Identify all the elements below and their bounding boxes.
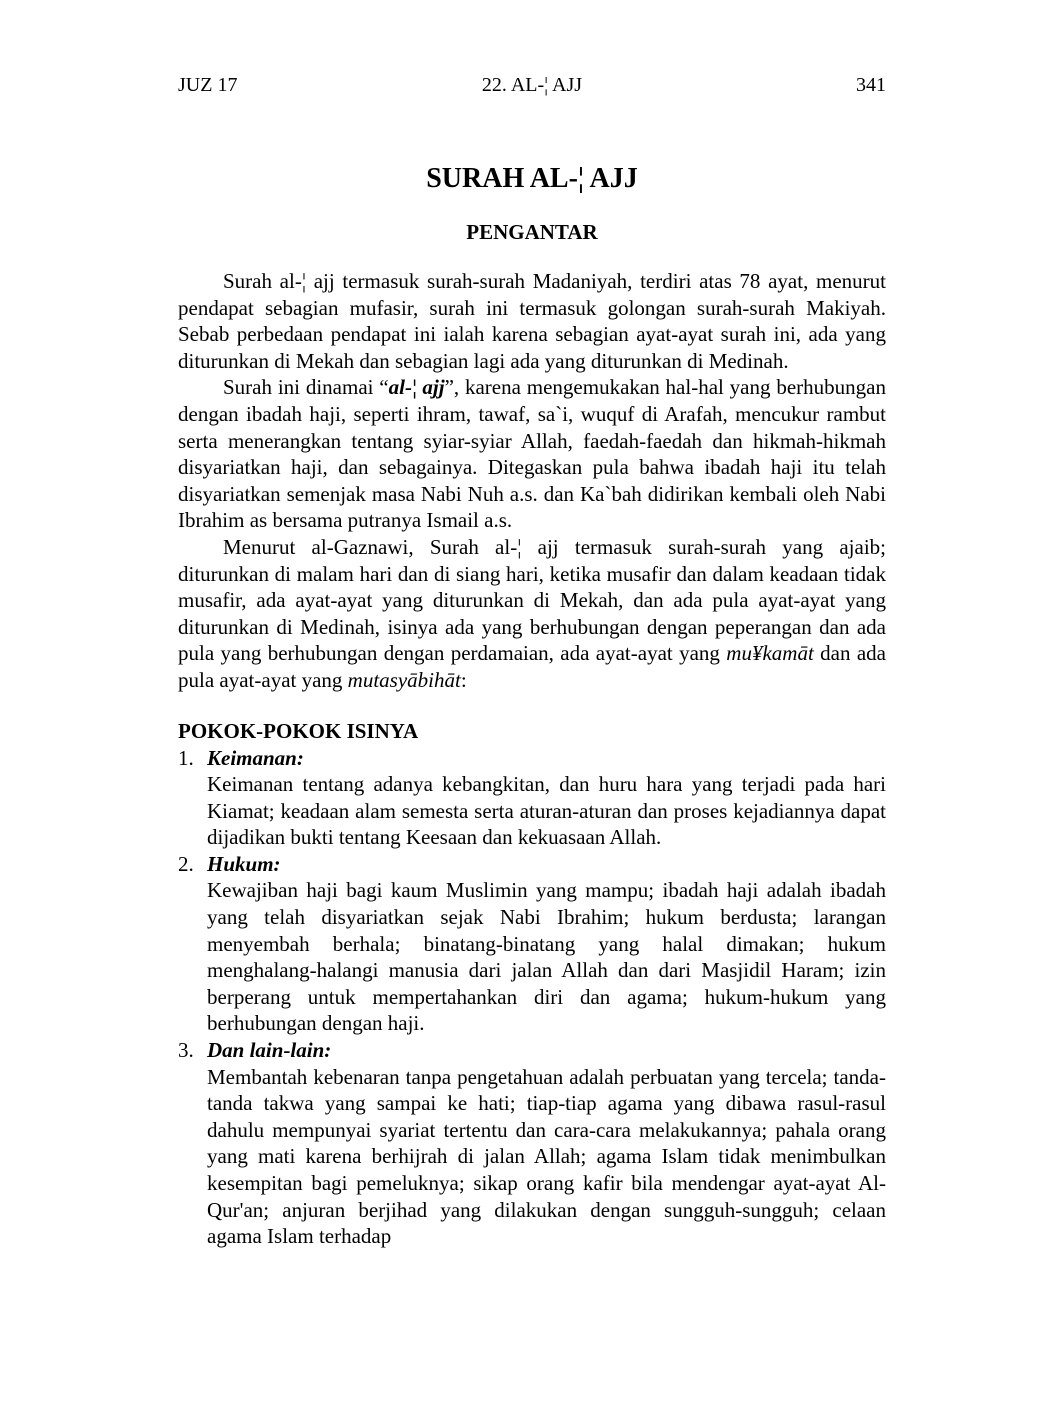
intro-paragraph-2 [178, 374, 886, 534]
list-item-head [178, 851, 886, 878]
para3-before: Menurut al-Gaznawi, Surah al-¦ ajj termasuk surah-surah yang ajaib; diturunkan di malam hari dan di siang hari, ketika musafir dan dalam keadaan tidak musafir, ada ayat-ayat yang diturunkan di Mekah, dan ada pula ayat-ayat yang diturunkan di Medinah, isinya ada yang berhubungan dengan peperangan dan ada pula yang berhubungan dengan perdamaian, ada ayat-ayat yang [178, 534, 886, 666]
mutasyabihat-term: mutasyābihāt [347, 667, 461, 692]
item-text: Keimanan tentang adanya kebangkitan, dan huru hara yang terjadi pada hari Kiamat; keadaan alam semesta serta aturan-aturan dan proses kejadiannya dapat dijadikan bukti tentang Keesaan dan kekuasaan Allah. [207, 772, 886, 850]
para2-after: ”, karena mengemukakan hal-hal yang berhubungan dengan ibadah haji, seperti ihram, tawaf, sa`i, wuquf di Arafah, mencukur rambut serta menerangkan tentang syiar-syiar Allah, faedah-faedah dan hikmah-hikmah disyariatkan haji, dan sebagainya. Ditegaskan pula bahwa ibadah haji itu telah disyariatkan semenjak masa Nabi Nuh a.s. dan Ka`bah didirikan kembali oleh Nabi Ibrahim as bersama putranya Ismail a.s. [178, 375, 886, 533]
running-head [178, 74, 886, 102]
item-number: 2. [178, 851, 194, 876]
muhkamat-term: mu¥kamāt [726, 641, 814, 666]
page-number: 341 [856, 74, 886, 96]
list-item [178, 1037, 886, 1250]
item-title: Keimanan: [207, 745, 304, 770]
item-title: Hukum: [207, 851, 281, 876]
list-item [178, 851, 886, 1037]
list-item-head [178, 1037, 886, 1064]
intro-section [178, 268, 886, 694]
page [178, 74, 886, 1250]
intro-paragraph-1: Surah al-¦ ajj termasuk surah-surah Madaniyah, terdiri atas 78 ayat, menurut pendapat sebagian mufasir, surah ini termasuk golongan surah-surah Makiyah. Sebab perbedaan pendapat ini ialah karena sebagian ayat-ayat surah ini, ada yang diturunkan di Mekah dan sebagian lagi ada yang diturunkan di Medinah. [178, 269, 886, 373]
intro-paragraph-3 [178, 534, 886, 694]
para2-before: Surah ini dinamai “ [223, 375, 389, 400]
chapter-label: 22. AL-¦ AJJ [481, 74, 583, 96]
item-text: Kewajiban haji bagi kaum Muslimin yang mampu; ibadah haji adalah ibadah yang telah disyariatkan sejak Nabi Ibrahim; hukum berdusta; larangan menyembah berhala; binatang-binatang yang halal dimakan; hukum menghalang-halangi manusia dari jalan Allah dan dari Masjidil Haram; izin berperang untuk mempertahankan diri dan agama; hukum-hukum yang berhubungan dengan haji. [207, 878, 886, 1036]
intro-heading: PENGANTAR [466, 220, 598, 244]
para3-after: : [460, 667, 467, 692]
surah-title: SURAH AL-¦ AJJ [426, 163, 638, 194]
item-text: Membantah kebenaran tanpa pengetahuan adalah perbuatan yang tercela; tanda-tanda takwa yang sampai ke hati; tiap-tiap agama yang dibawa rasul-rasul dahulu mempunyai syariat tertentu dan cara-cara melakukannya; pahala orang yang mati karena berhijrah di jalan Allah; agama Islam tidak menimbulkan kesempitan bagi pemeluknya; sikap orang kafir bila mendengar ayat-ayat Al-Qur'an; anjuran berjihad yang dilakukan dengan sungguh-sungguh; celaan agama Islam terhadap [207, 1064, 886, 1249]
surah-name-term: al-¦ ajj [388, 375, 445, 400]
item-title: Dan lain-lain: [207, 1038, 332, 1063]
contents-heading: POKOK-POKOK ISINYA [178, 718, 419, 743]
list-item-head [178, 745, 886, 772]
item-number: 1. [178, 745, 194, 770]
contents-list [178, 745, 886, 1250]
list-item [178, 745, 886, 851]
juz-label: JUZ 17 [178, 74, 238, 96]
para3-middle: dan ada pula ayat-ayat yang [178, 641, 886, 692]
item-number: 3. [178, 1038, 194, 1063]
